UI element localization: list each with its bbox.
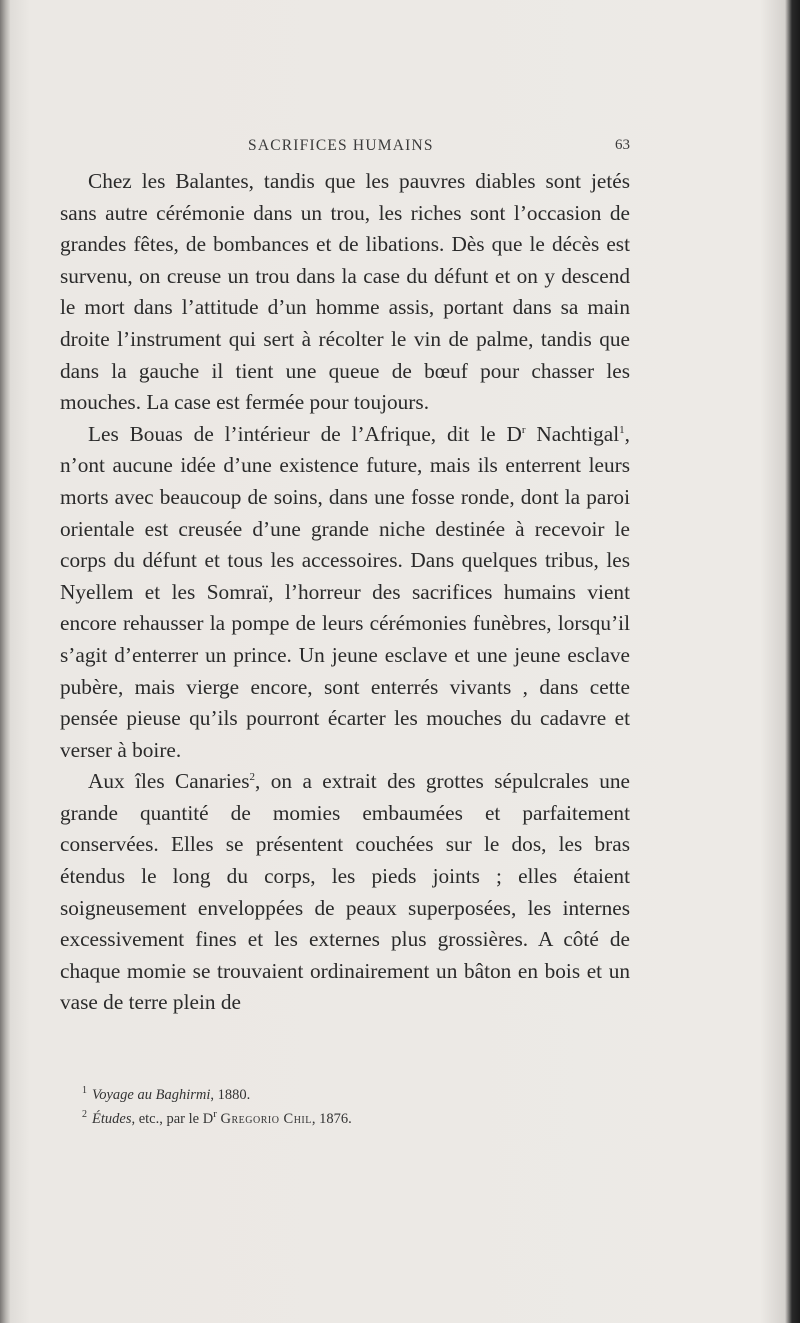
page-header (60, 137, 630, 161)
binding-shadow (0, 0, 10, 1323)
body-text (60, 166, 630, 1019)
footnote-ref[interactable]: 1 (619, 423, 625, 436)
paragraph-text: , n’ont aucune idée d’une existence future, mais ils enterrent leurs morts avec beaucoup de soins, dans une fosse ronde, dont la paroi orientale est creusée d’une grande niche destinée à recevoir le corps du défunt et tous les accessoires. Dans quelques tribus, les Nyellem et les Somraï, l’horreur des sacrifices humains vient encore rehausser la pompe de leurs cérémonies funèbres, lorsqu’il s’agit d’enterrer un prince. Un jeune esclave et une jeune esclave pubère, mais vierge encore, sont enterrés vivants , dans cette pensée pieuse qu’ils pourront écarter les mouches du cadavre et verser à boire. (60, 421, 630, 762)
paragraph-text: , on a extrait des grottes sépulcrales une grande quantité de momies embaumées et parfaitement conservées. Elles se présentent couchées sur le dos, les bras étendus le long du corps, les pieds joints ; elles étaient soigneusement enveloppées de peaux superposées, les internes excessivement fines et les externes plus grossières. A côté de chaque momie se trouvaient ordinairement un bâton en bois et un vase de terre plein de (60, 769, 630, 1015)
footnote-title: Voyage au Baghirmi (92, 1086, 211, 1103)
footnote-number: 2 (82, 1108, 87, 1120)
footnote-text: , 1880. (210, 1086, 251, 1103)
page-number: 63 (615, 137, 630, 153)
running-title: SACRIFICES HUMAINS (248, 137, 434, 154)
footnotes (82, 1081, 632, 1129)
paragraph-balantes (60, 166, 630, 419)
paragraph-text: Nachtigal (525, 421, 620, 446)
paragraph-text: Aux îles Canaries (88, 769, 250, 794)
footnote-number: 1 (82, 1085, 87, 1096)
footnote-title: Études (92, 1110, 132, 1127)
footnote-2 (82, 1105, 632, 1129)
paragraph-canaries (60, 766, 630, 1019)
paragraph-text: Les Bouas de l’intérieur de l’Afrique, dit le D (88, 421, 522, 446)
footnote-text: , 1876. (311, 1110, 352, 1127)
footnote-1 (82, 1081, 632, 1105)
footnote-author: Gregorio Chil (220, 1110, 312, 1127)
superscript: r (521, 423, 526, 436)
footnote-ref[interactable]: 2 (249, 771, 256, 784)
paragraph-bouas (60, 419, 630, 767)
footnote-text: , etc., par le D (131, 1110, 214, 1127)
paragraph-text: Chez les Balantes, tandis que les pauvres diables sont jetés sans autre cérémonie dans un trou, les riches sont l’occasion de grandes fêtes, de bombances et de libations. Dès que le décès est survenu, on creuse un trou dans la case du défunt et on y descend le mort dans l’attitude d’un homme assis, portant dans sa main droite l’instrument qui sert à récolter le vin de palme, tandis que dans la gauche il tient une queue de bœuf pour chasser les mouches. La case est fermée pour toujours. (60, 169, 630, 415)
superscript: r (213, 1107, 217, 1120)
